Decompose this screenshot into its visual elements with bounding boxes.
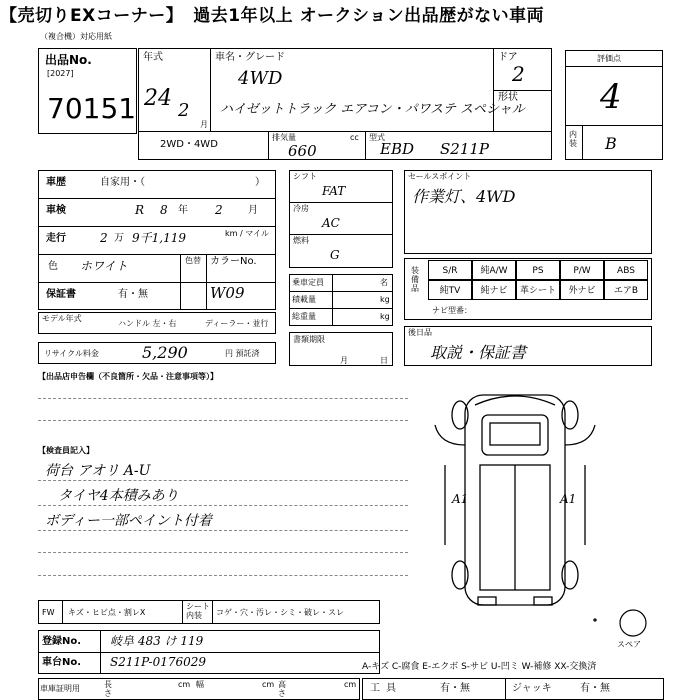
mileage-label: 走行 — [46, 233, 66, 244]
color-value: ホワイト — [80, 259, 128, 273]
width-unit: cm — [262, 680, 275, 689]
interior-label: 内装 — [569, 130, 577, 148]
doors-label: ドア — [498, 52, 518, 63]
garage-label: 車庫証明用 — [40, 684, 80, 693]
damage-legend: A-キズ C-腐食 E-エクボ S-サビ U-凹ミ W-補修 XX-交換済 — [362, 662, 597, 672]
sub-note: （複合機）対応用紙 — [40, 32, 112, 41]
history-value: 自家用・（ — [100, 177, 145, 188]
lot-label: 出品No. — [45, 53, 92, 67]
doc-label: 書類期限 — [293, 335, 325, 344]
after-label: 後日品 — [408, 328, 432, 337]
equipment-item: 革シート — [516, 280, 560, 300]
gross-unit: kg — [380, 312, 390, 321]
color-change-label: 色替 — [185, 256, 201, 265]
recycle-unit: 円 預託済 — [225, 349, 260, 358]
spare-label: スペア — [617, 640, 641, 649]
history-label: 車歴 — [46, 177, 66, 188]
spare-tire-icon — [618, 608, 648, 638]
height-label: 高さ — [278, 680, 286, 698]
aircon-label: 冷房 — [293, 204, 309, 213]
inspector-label: 【検査員記入】 — [38, 446, 94, 455]
gross-label: 総重量 — [292, 312, 316, 321]
equipment-item: 外ナビ — [560, 280, 604, 300]
fuel-value: G — [330, 248, 340, 262]
inspection-era: R — [135, 203, 145, 217]
lot-box — [38, 48, 137, 134]
displacement-label: 排気量 — [272, 133, 296, 142]
equipment-item: S/R — [428, 260, 472, 280]
banner-close: 】 — [165, 6, 184, 26]
length-unit: cm — [178, 680, 191, 689]
equipment-item: P/W — [560, 260, 604, 280]
sales-block — [404, 170, 652, 254]
vehicle-diagram — [420, 385, 620, 625]
year-month-unit: 月 — [200, 120, 208, 129]
length-label: 長さ — [104, 680, 112, 698]
tools-label: 工具 — [370, 683, 402, 694]
score-label: 評価点 — [597, 54, 621, 63]
displacement-unit: cc — [350, 133, 359, 142]
doc-month: 月 — [340, 356, 348, 365]
passengers-label: 乗車定員 — [292, 278, 324, 287]
inspection-month: 2 — [215, 203, 223, 217]
front-bumper — [475, 396, 555, 405]
registration-label: 登録No. — [42, 636, 82, 647]
type-prefix: EBD — [380, 140, 414, 158]
drive-options: 2WD・4WD — [160, 139, 218, 150]
load-label: 積載量 — [292, 295, 316, 304]
inspection-month-unit: 月 — [248, 205, 258, 216]
rear-lamp-right — [534, 597, 552, 605]
color-no-value: W09 — [210, 284, 245, 302]
right-mirror — [565, 425, 595, 445]
rear-lamp-left — [478, 597, 496, 605]
lot-code: [2027] — [47, 69, 74, 78]
mileage-man: 2 — [100, 231, 108, 245]
banner-condition: 過去1年以上 オークション出品歴がない車両 — [193, 6, 545, 26]
jack-label: ジャッキ — [512, 683, 552, 694]
diagram-mark-right: A1 — [560, 492, 577, 506]
fuel-label: 燃料 — [293, 236, 309, 245]
name-drive: 4WD — [238, 68, 283, 89]
mileage-rest: 9千1,119 — [132, 231, 186, 245]
lot-number: 70151 — [47, 92, 137, 125]
equipment-item: 純ナビ — [472, 280, 516, 300]
shift-label: シフト — [293, 172, 317, 181]
header-banner — [0, 0, 700, 32]
banner-open: 【 — [0, 6, 18, 26]
inspector-line-3: ボディー一部ペイント付着 — [45, 513, 212, 529]
equipment-item: PS — [516, 260, 560, 280]
recycle-value: 5,290 — [142, 343, 188, 362]
height-unit: cm — [344, 680, 357, 689]
displacement-value: 660 — [288, 142, 317, 160]
fw-label: FW — [42, 608, 55, 617]
diagram-mark-left: A1 — [452, 492, 469, 506]
name-grade: ハイゼットトラック エアコン・パワステ スペシャル — [220, 102, 525, 117]
passengers-unit: 名 — [380, 278, 388, 287]
inspector-line-1: 荷台 アオリ A-U — [45, 463, 151, 479]
load-unit: kg — [380, 295, 390, 304]
equipment-item: 純A/W — [472, 260, 516, 280]
equipment-item: 純TV — [428, 280, 472, 300]
doors-value: 2 — [512, 62, 525, 86]
mileage-man-unit: 万 — [114, 233, 124, 244]
aircon-value: AC — [322, 216, 340, 230]
declaration-label: 【出品店申告欄（不良箇所・欠品・注意事項等）】 — [38, 372, 218, 381]
inspection-label: 車検 — [46, 205, 66, 216]
sales-label: セールスポイント — [408, 172, 472, 181]
after-value: 取説・保証書 — [430, 343, 527, 362]
type-value: S211P — [440, 140, 489, 158]
seat-items: コゲ・穴・汚レ・シミ・破レ・スレ — [216, 608, 344, 617]
left-mirror — [435, 425, 465, 445]
handle-label: ハンドル 左・右 — [118, 319, 177, 328]
recycle-label: リサイクル料金 — [44, 349, 99, 358]
doc-day: 日 — [380, 356, 388, 365]
fw-items: キズ・ヒビ点・割レX — [68, 608, 146, 617]
tools-value: 有・無 — [440, 683, 470, 694]
inspection-year-unit: 年 — [178, 205, 188, 216]
interior-value: B — [605, 134, 617, 153]
equipment-item: エアB — [604, 280, 648, 300]
shift-value: FAT — [322, 184, 346, 198]
type-label: 型式 — [369, 133, 385, 142]
windshield — [490, 423, 540, 445]
color-label: 色 — [48, 261, 58, 272]
name-label: 車名・グレード — [215, 52, 285, 63]
color-no-label: カラーNo. — [210, 256, 257, 267]
equipment-item: ABS — [604, 260, 648, 280]
history-close: ） — [255, 177, 265, 188]
warranty-label: 保証書 — [46, 289, 76, 300]
mileage-unit: km / マイル — [225, 229, 270, 238]
shape-label: 形状 — [498, 92, 518, 103]
jack-value: 有・無 — [580, 683, 610, 694]
seat-label: シート内装 — [186, 602, 210, 620]
inspector-line-2: タイヤ4本積みあり — [58, 488, 179, 504]
score-value: 4 — [600, 77, 622, 117]
dealer-label: ディーラー・並行 — [205, 319, 269, 328]
sales-value: 作業灯、4WD — [412, 187, 516, 206]
banner-program: 売切りEXコーナー — [17, 6, 166, 26]
inspection-year: 8 — [160, 203, 168, 217]
model-label: モデル年式 — [42, 314, 82, 323]
registration-value: 岐阜 483 け 119 — [110, 634, 204, 648]
navi-label: ナビ型番： — [432, 306, 472, 315]
year-era: 24 — [144, 86, 172, 111]
chassis-value: S211P-0176029 — [110, 655, 207, 669]
equipment-label: 装備品 — [411, 266, 419, 293]
width-label: 幅 — [196, 680, 204, 689]
warranty-value: 有・無 — [118, 289, 148, 300]
chassis-label: 車台No. — [42, 657, 82, 668]
year-label: 年式 — [143, 52, 163, 63]
year-month: 2 — [178, 100, 190, 121]
cab-outline — [482, 415, 548, 455]
